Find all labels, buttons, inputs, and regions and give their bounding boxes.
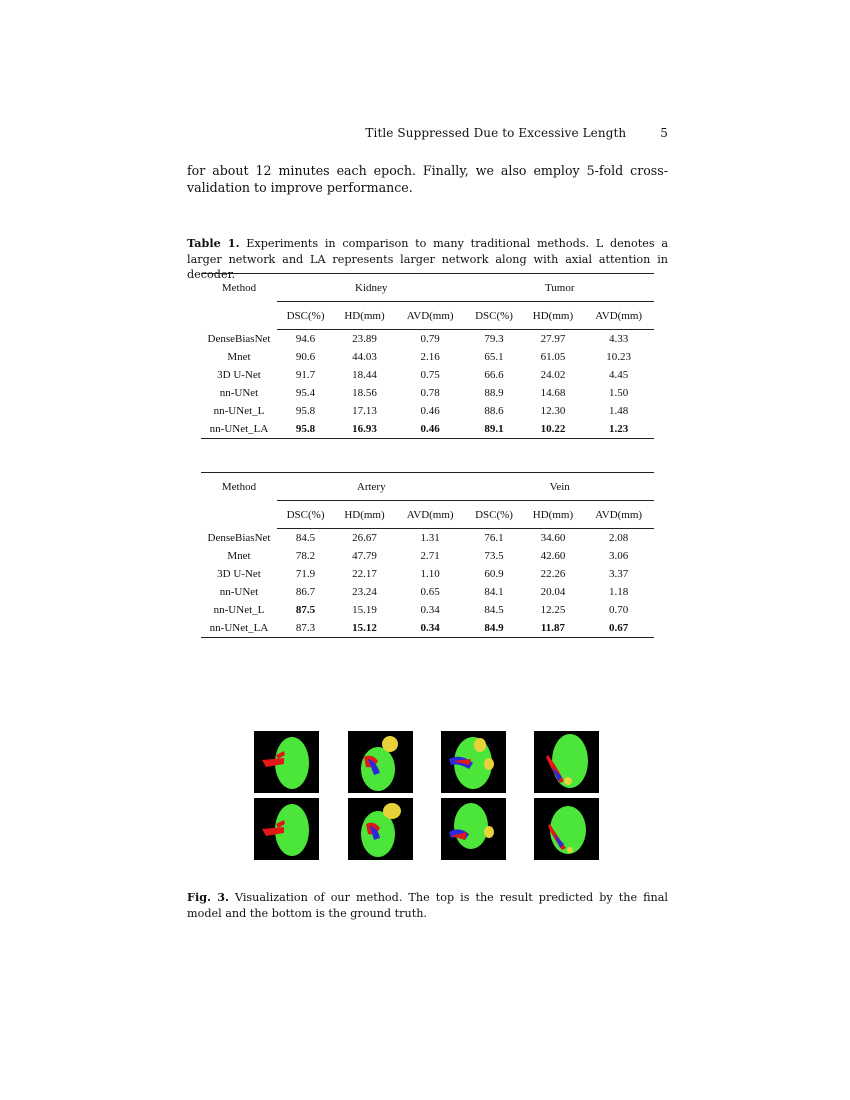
method-cell: nn-UNet_LA xyxy=(201,619,277,638)
group-header-vein: Vein xyxy=(465,473,654,501)
value-cell: 1.50 xyxy=(609,387,629,399)
value-cell: 0.34 xyxy=(420,604,440,616)
value-cell: 15.19 xyxy=(352,604,377,616)
value-cell: 27.97 xyxy=(540,333,566,345)
table-row xyxy=(201,420,654,439)
value-cell: 71.9 xyxy=(295,568,316,580)
value-cell: 95.8 xyxy=(277,420,334,439)
value-cell: 95.4 xyxy=(295,387,316,399)
method-cell: nn-UNet xyxy=(219,586,259,598)
value-cell: 73.5 xyxy=(484,550,504,562)
method-cell: DenseBiasNet xyxy=(207,531,271,544)
value-cell: 22.26 xyxy=(540,568,566,580)
value-cell: 2.16 xyxy=(420,351,440,363)
value-cell: 26.67 xyxy=(352,532,377,544)
results-table-kidney-tumor xyxy=(201,273,654,439)
table1-label: Table 1. xyxy=(187,236,240,250)
value-cell: 23.24 xyxy=(352,586,377,598)
method-cell: nn-UNet_L xyxy=(213,604,265,616)
value-cell: 34.60 xyxy=(540,532,566,544)
value-cell: 1.31 xyxy=(420,532,440,544)
col-header: AVD(mm) xyxy=(395,501,466,529)
value-cell: 88.9 xyxy=(484,387,504,399)
value-cell: 91.7 xyxy=(295,369,316,381)
col-header: DSC(%) xyxy=(277,501,334,529)
ground-truth-thumbnail xyxy=(441,798,506,860)
value-cell: 10.22 xyxy=(523,420,584,439)
value-cell: 84.9 xyxy=(465,619,522,638)
group-header-tumor: Tumor xyxy=(465,274,654,302)
value-cell: 76.1 xyxy=(484,532,504,544)
figure3-caption xyxy=(187,890,668,921)
value-cell: 3.06 xyxy=(609,550,629,562)
ground-truth-thumbnail xyxy=(348,798,413,860)
results-table-artery-vein xyxy=(201,472,654,638)
value-cell: 44.03 xyxy=(352,351,377,363)
prediction-thumbnail xyxy=(441,731,506,793)
ground-truth-thumbnail xyxy=(254,798,319,860)
value-cell: 79.3 xyxy=(484,333,504,345)
value-cell: 11.87 xyxy=(523,619,584,638)
intro-paragraph: for about 12 minutes each epoch. Finally, we also employ 5-fold cross-validation to improve performance. xyxy=(187,163,668,195)
col-header: DSC(%) xyxy=(277,302,334,330)
value-cell: 0.46 xyxy=(395,420,466,439)
figure3-visualization xyxy=(254,731,599,861)
value-cell: 24.02 xyxy=(540,369,566,381)
value-cell: 88.6 xyxy=(484,405,504,417)
value-cell: 0.70 xyxy=(609,604,629,616)
ground-truth-thumbnail xyxy=(534,798,599,860)
value-cell: 4.33 xyxy=(609,333,629,345)
table1-caption-text: Experiments in comparison to many traditional methods. L denotes a larger network and LA represents larger network along with axial attention in decoder. xyxy=(187,237,668,281)
running-title: Title Suppressed Due to Excessive Length xyxy=(365,126,627,140)
value-cell: 15.12 xyxy=(334,619,395,638)
col-header: DSC(%) xyxy=(465,302,522,330)
value-cell: 22.17 xyxy=(352,568,377,580)
figure3-label: Fig. 3. xyxy=(187,890,229,904)
value-cell: 18.56 xyxy=(352,387,377,399)
value-cell: 94.6 xyxy=(295,333,316,345)
value-cell: 90.6 xyxy=(295,351,316,363)
value-cell: 61.05 xyxy=(540,351,566,363)
method-cell: 3D U-Net xyxy=(217,568,261,580)
value-cell: 42.60 xyxy=(540,550,566,562)
table-row xyxy=(201,402,654,420)
col-header: AVD(mm) xyxy=(583,302,654,330)
figure3-caption-text: Visualization of our method. The top is the result predicted by the final model and the bottom is the ground truth. xyxy=(187,891,668,920)
value-cell: 18.44 xyxy=(352,369,377,381)
value-cell: 3.37 xyxy=(609,568,629,580)
value-cell: 16.93 xyxy=(334,420,395,439)
running-header xyxy=(365,126,668,140)
value-cell: 14.68 xyxy=(540,387,566,399)
table-row xyxy=(201,384,654,402)
table-row xyxy=(201,330,654,349)
group-header-artery: Artery xyxy=(277,473,465,501)
table-row xyxy=(201,619,654,638)
group-header-kidney: Kidney xyxy=(277,274,465,302)
table-row xyxy=(201,601,654,619)
method-cell: 3D U-Net xyxy=(217,369,261,381)
value-cell: 0.46 xyxy=(420,405,440,417)
value-cell: 10.23 xyxy=(606,351,632,363)
prediction-thumbnail xyxy=(534,731,599,793)
value-cell: 84.5 xyxy=(484,604,504,616)
method-header: Method xyxy=(201,473,277,529)
col-header: HD(mm) xyxy=(334,302,395,330)
value-cell: 87.5 xyxy=(295,604,316,616)
value-cell: 1.10 xyxy=(420,568,440,580)
method-cell: Mnet xyxy=(227,550,251,562)
value-cell: 17.13 xyxy=(352,405,377,417)
value-cell: 60.9 xyxy=(484,568,504,580)
value-cell: 4.45 xyxy=(609,369,629,381)
value-cell: 1.23 xyxy=(583,420,654,439)
value-cell: 12.30 xyxy=(540,405,566,417)
col-header: DSC(%) xyxy=(465,501,522,529)
method-cell: nn-UNet_L xyxy=(213,405,265,417)
value-cell: 12.25 xyxy=(540,604,566,616)
table-row xyxy=(201,348,654,366)
method-cell: DenseBiasNet xyxy=(207,332,271,345)
value-cell: 86.7 xyxy=(295,586,316,598)
value-cell: 20.04 xyxy=(540,586,566,598)
col-header: AVD(mm) xyxy=(395,302,466,330)
value-cell: 89.1 xyxy=(465,420,522,439)
method-cell: nn-UNet xyxy=(219,387,259,399)
table-row xyxy=(201,565,654,583)
value-cell: 1.18 xyxy=(609,586,629,598)
value-cell: 0.78 xyxy=(420,387,440,399)
table-row xyxy=(201,583,654,601)
value-cell: 95.8 xyxy=(295,405,316,417)
value-cell: 87.3 xyxy=(277,619,334,638)
value-cell: 0.34 xyxy=(395,619,466,638)
table-row xyxy=(201,529,654,548)
value-cell: 47.79 xyxy=(352,550,377,562)
value-cell: 23.89 xyxy=(352,333,377,345)
prediction-thumbnail xyxy=(348,731,413,793)
value-cell: 2.08 xyxy=(609,532,629,544)
method-header: Method xyxy=(201,274,277,330)
value-cell: 78.2 xyxy=(295,550,316,562)
value-cell: 66.6 xyxy=(484,369,504,381)
value-cell: 0.67 xyxy=(583,619,654,638)
value-cell: 1.48 xyxy=(609,405,629,417)
page-number: 5 xyxy=(660,126,668,140)
method-cell: nn-UNet_LA xyxy=(201,420,277,439)
prediction-thumbnail xyxy=(254,731,319,793)
value-cell: 0.75 xyxy=(420,369,440,381)
value-cell: 0.79 xyxy=(420,333,440,345)
col-header: HD(mm) xyxy=(523,501,584,529)
method-cell: Mnet xyxy=(227,351,251,363)
value-cell: 0.65 xyxy=(420,586,440,598)
col-header: HD(mm) xyxy=(334,501,395,529)
table-row xyxy=(201,366,654,384)
table-row xyxy=(201,547,654,565)
value-cell: 84.5 xyxy=(295,532,316,544)
value-cell: 84.1 xyxy=(484,586,504,598)
value-cell: 65.1 xyxy=(484,351,504,363)
value-cell: 2.71 xyxy=(420,550,440,562)
col-header: AVD(mm) xyxy=(583,501,654,529)
col-header: HD(mm) xyxy=(523,302,584,330)
